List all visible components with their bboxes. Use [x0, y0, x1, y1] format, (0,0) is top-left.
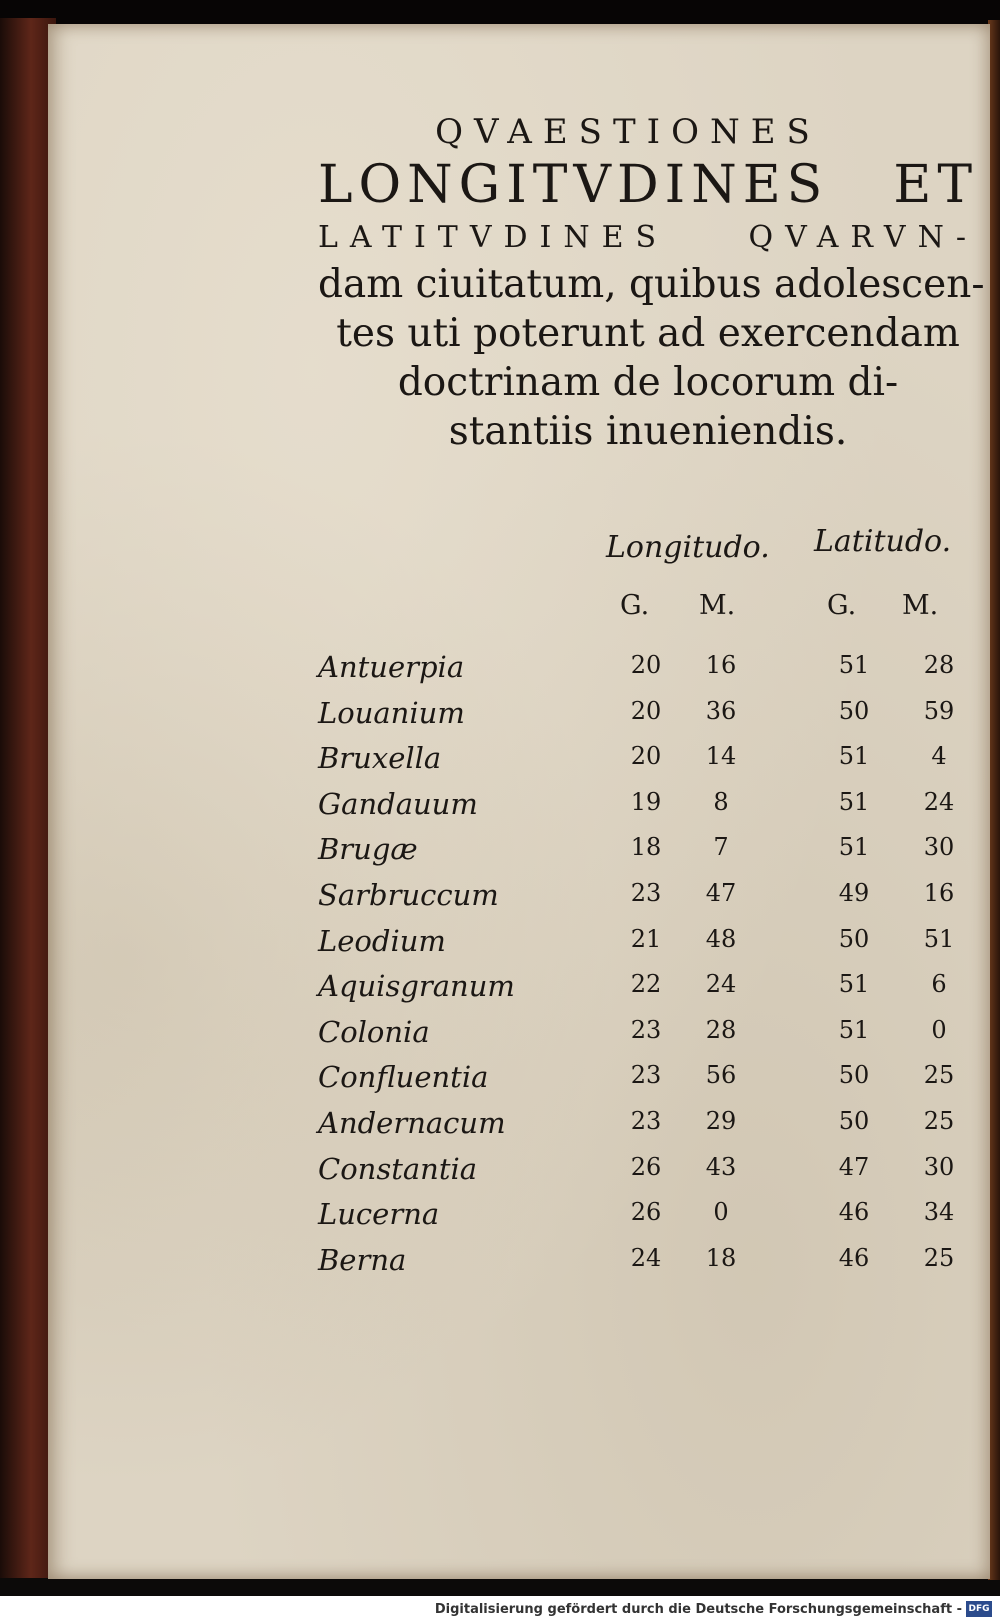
latitude-minutes: 59 — [923, 696, 955, 725]
latitude-degrees: 50 — [838, 924, 870, 953]
table-row — [318, 1239, 958, 1285]
subheader-lat-minuta: M. — [902, 590, 939, 621]
longitude-minutes: 14 — [705, 742, 737, 771]
latitude-degrees: 50 — [838, 1061, 870, 1090]
footer-credit: Digitalisierung gefördert durch die Deutsche Forschungsgemeinschaft - — [434, 1602, 962, 1617]
longitude-degrees: 20 — [630, 651, 662, 679]
city-name: Brugæ — [318, 832, 418, 867]
table-row — [318, 828, 958, 874]
title-body-line: tes uti poterunt ad exercendam — [336, 311, 960, 356]
longitude-degrees: 23 — [630, 1106, 662, 1135]
longitude-minutes: 43 — [705, 1152, 737, 1181]
longitude-degrees: 23 — [630, 1061, 662, 1090]
title-line-1: QVAESTIONES — [435, 112, 821, 152]
latitude-minutes: 24 — [923, 787, 955, 816]
longitude-minutes: 24 — [705, 970, 737, 999]
latitude-degrees: 47 — [838, 1152, 870, 1181]
city-name: Confluentia — [318, 1060, 489, 1095]
latitude-degrees: 51 — [838, 1015, 870, 1044]
table-row — [318, 965, 958, 1011]
city-name: Berna — [318, 1242, 407, 1277]
longitude-degrees: 23 — [630, 1015, 662, 1044]
title-line-3: LATITVDINES QVARVN- — [318, 220, 978, 255]
latitude-minutes: 25 — [923, 1243, 955, 1272]
longitude-degrees: 22 — [630, 970, 662, 999]
latitude-minutes: 34 — [923, 1198, 955, 1227]
latitude-degrees: 49 — [838, 878, 870, 907]
table-row — [318, 1056, 958, 1102]
table-row — [318, 783, 958, 829]
latitude-degrees: 51 — [838, 742, 870, 771]
latitude-minutes: 6 — [931, 970, 947, 999]
latitude-minutes: 4 — [931, 742, 947, 771]
latitude-minutes: 51 — [923, 924, 955, 953]
latitude-degrees: 51 — [838, 651, 870, 679]
title-body-line: doctrinam de locorum di- — [397, 360, 899, 405]
city-name: Aquisgranum — [318, 969, 515, 1004]
city-name: Bruxella — [318, 741, 442, 776]
latitude-minutes: 0 — [931, 1015, 947, 1044]
longitude-degrees: 24 — [630, 1243, 662, 1272]
table-row — [318, 692, 958, 738]
city-name: Leodium — [318, 923, 446, 958]
title-line-2: LONGITVDINES ET — [318, 155, 978, 215]
longitude-degrees: 20 — [630, 696, 662, 725]
longitude-minutes: 48 — [705, 924, 737, 953]
latitude-minutes: 28 — [923, 651, 955, 679]
latitude-degrees: 50 — [838, 1106, 870, 1135]
longitude-minutes: 0 — [713, 1198, 729, 1227]
city-name: Sarbruccum — [318, 877, 499, 912]
subheader-lon-gradus: G. — [620, 590, 650, 621]
longitude-degrees: 18 — [630, 833, 662, 862]
longitude-degrees: 26 — [630, 1198, 662, 1227]
city-name: Constantia — [318, 1151, 478, 1186]
longitude-minutes: 47 — [705, 878, 737, 907]
latitude-minutes: 16 — [923, 878, 955, 907]
longitude-minutes: 29 — [705, 1106, 737, 1135]
longitude-degrees: 21 — [630, 924, 662, 953]
dfg-logo: DFG — [966, 1601, 992, 1617]
subheader-lon-minuta: M. — [699, 590, 736, 621]
table-row — [318, 874, 958, 920]
table-row — [318, 737, 958, 783]
subheader-lat-gradus: G. — [827, 590, 857, 621]
table-row — [318, 646, 958, 692]
latitude-minutes: 25 — [923, 1061, 955, 1090]
longitude-minutes: 7 — [713, 833, 729, 862]
longitude-degrees: 26 — [630, 1152, 662, 1181]
latitude-degrees: 51 — [838, 970, 870, 999]
longitude-minutes: 36 — [705, 696, 737, 725]
longitude-degrees: 20 — [630, 742, 662, 771]
table-rows — [318, 646, 958, 1284]
city-name: Andernacum — [318, 1105, 506, 1140]
latitude-degrees: 51 — [838, 787, 870, 816]
longitude-minutes: 16 — [705, 651, 737, 679]
latitude-degrees: 46 — [838, 1198, 870, 1227]
table-row — [318, 1193, 958, 1239]
latitude-minutes: 25 — [923, 1106, 955, 1135]
footer-bar — [0, 1596, 1000, 1624]
city-name: Gandauum — [318, 786, 478, 821]
longitude-minutes: 28 — [705, 1015, 737, 1044]
latitude-degrees: 46 — [838, 1243, 870, 1272]
title-body-line: stantiis inueniendis. — [448, 409, 848, 454]
latitude-degrees: 51 — [838, 833, 870, 862]
longitude-minutes: 56 — [705, 1061, 737, 1090]
city-name: Louanium — [318, 695, 465, 730]
longitude-minutes: 8 — [713, 787, 729, 816]
latitude-minutes: 30 — [923, 1152, 955, 1181]
latitude-minutes: 30 — [923, 833, 955, 862]
table-row — [318, 1102, 958, 1148]
table-row — [318, 1011, 958, 1057]
city-name: Colonia — [318, 1014, 430, 1049]
table-row — [318, 1148, 958, 1194]
city-name: Antuerpia — [318, 650, 465, 684]
table-row — [318, 920, 958, 966]
city-name: Lucerna — [318, 1197, 440, 1232]
longitude-degrees: 23 — [630, 878, 662, 907]
latitude-degrees: 50 — [838, 696, 870, 725]
title-body-line: dam ciuitatum, quibus adolescen- — [318, 262, 985, 307]
header-latitudo: Latitudo. — [814, 524, 952, 559]
header-longitudo: Longitudo. — [606, 530, 770, 565]
longitude-minutes: 18 — [705, 1243, 737, 1272]
longitude-degrees: 19 — [630, 787, 662, 816]
